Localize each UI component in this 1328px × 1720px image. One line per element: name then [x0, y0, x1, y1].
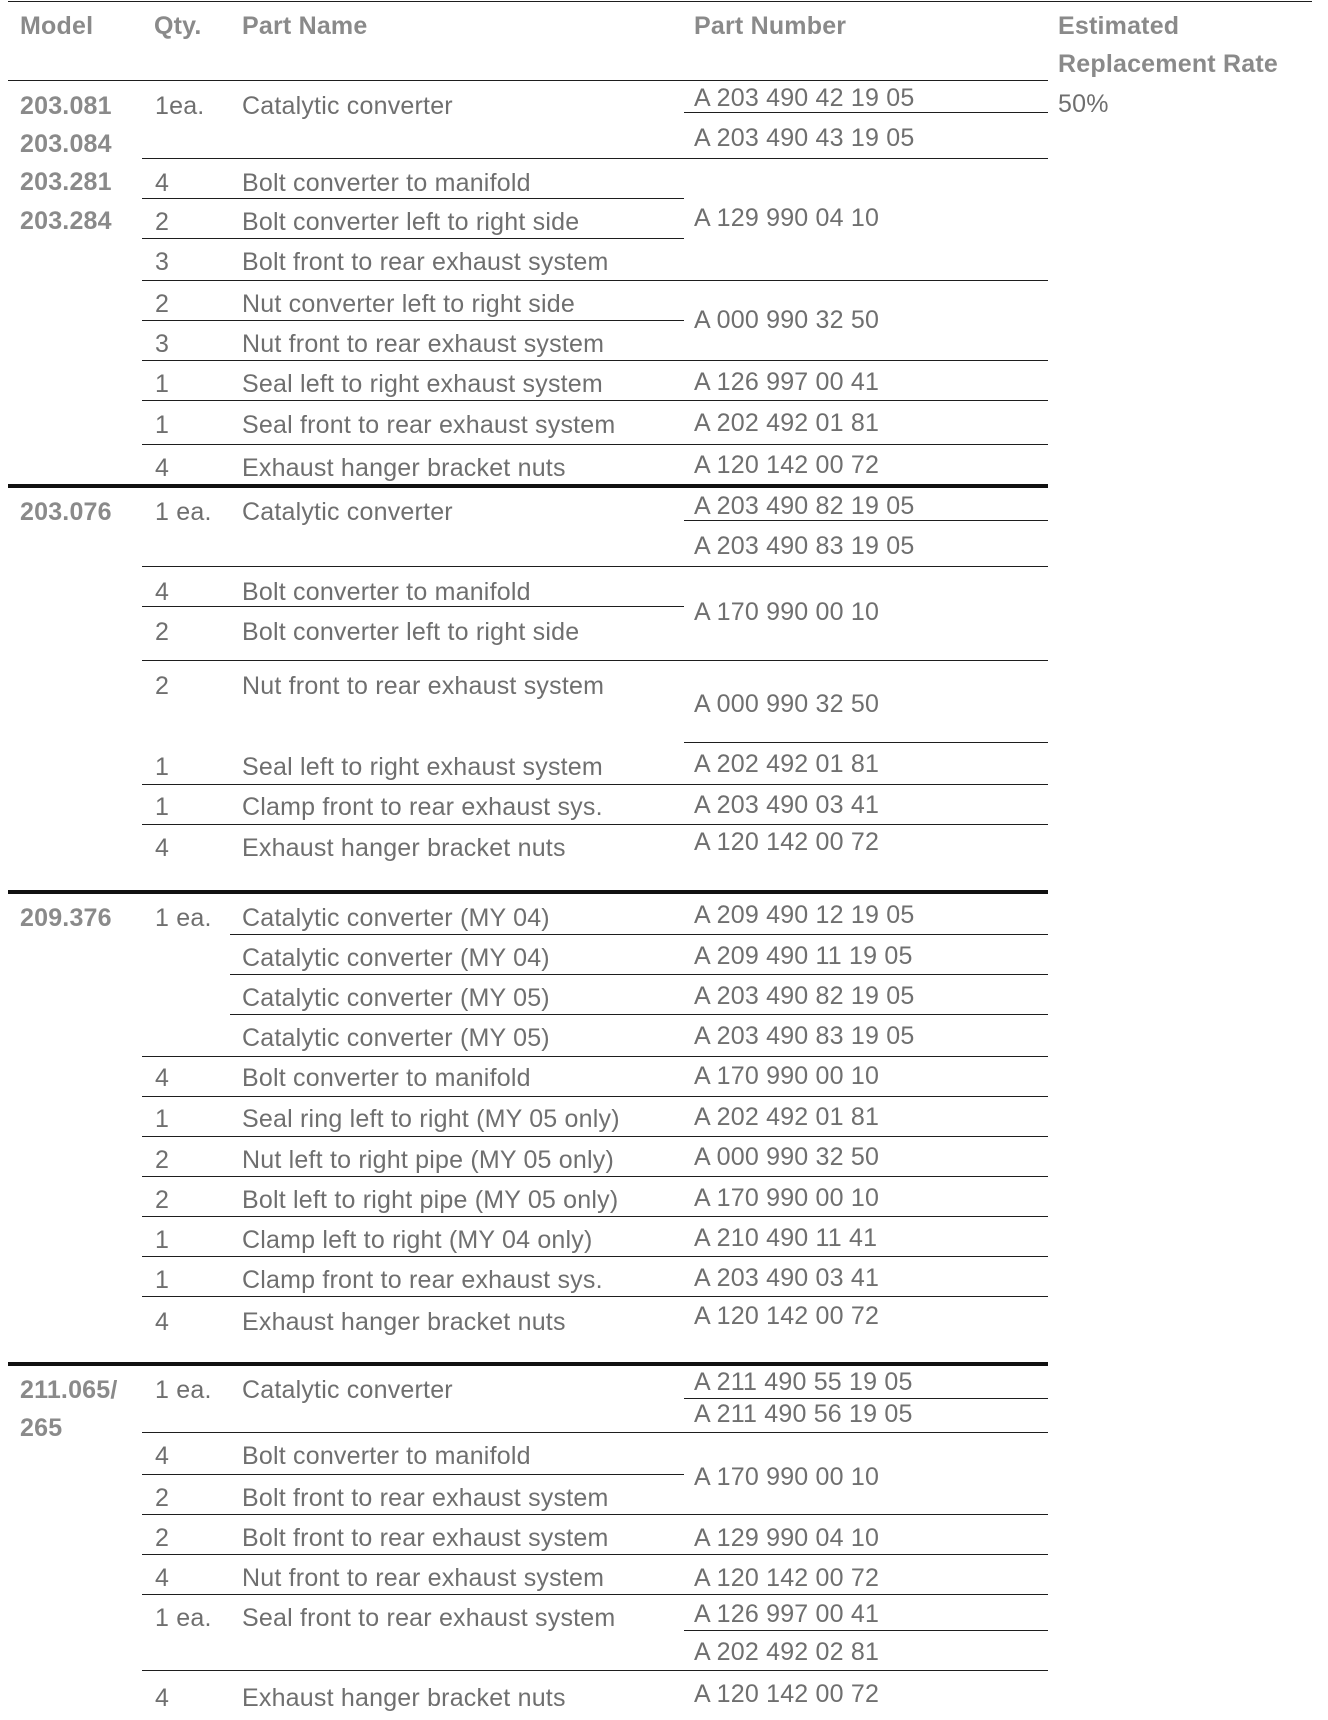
part-number-cell: A 210 490 11 41 — [694, 1224, 878, 1252]
header-rate-line2: Replacement Rate — [1058, 50, 1278, 78]
part-number-cell: A 203 490 83 19 05 — [694, 532, 915, 560]
part-name-cell: Bolt front to rear exhaust system — [242, 1524, 609, 1552]
part-number-cell: A 000 990 32 50 — [694, 306, 880, 334]
qty-cell: 4 — [155, 1442, 170, 1470]
part-number-cell: A 203 490 43 19 05 — [694, 124, 915, 152]
part-number-cell: A 126 997 00 41 — [694, 1600, 880, 1628]
part-number-cell: A 202 492 01 81 — [694, 750, 880, 778]
header-rule — [8, 80, 1048, 81]
qty-cell: 2 — [155, 290, 170, 318]
part-number-cell: A 000 990 32 50 — [694, 690, 880, 718]
part-number-cell: A 202 492 01 81 — [694, 1103, 880, 1131]
part-name-cell: Nut front to rear exhaust system — [242, 672, 605, 700]
qty-cell: 4 — [155, 454, 170, 482]
qty-cell: 2 — [155, 1484, 170, 1512]
part-name-cell: Catalytic converter — [242, 498, 453, 526]
qty-cell: 1 — [155, 411, 170, 439]
part-name-cell: Nut left to right pipe (MY 05 only) — [242, 1146, 614, 1174]
part-name-cell: Bolt left to right pipe (MY 05 only) — [242, 1186, 619, 1214]
qty-cell: 2 — [155, 208, 170, 236]
qty-cell: 1 — [155, 1105, 170, 1133]
qty-cell: 3 — [155, 330, 170, 358]
part-name-cell: Catalytic converter — [242, 92, 453, 120]
part-number-cell: A 202 492 01 81 — [694, 409, 880, 437]
part-name-cell: Bolt converter to manifold — [242, 169, 531, 197]
qty-cell: 4 — [155, 1308, 170, 1336]
header-model: Model — [20, 12, 94, 40]
qty-cell: 2 — [155, 1524, 170, 1552]
part-number-cell: A 170 990 00 10 — [694, 1463, 880, 1491]
qty-cell: 1 ea. — [155, 1376, 212, 1404]
part-name-cell: Bolt converter to manifold — [242, 1442, 531, 1470]
top-rule — [8, 1, 1312, 2]
part-number-cell: A 126 997 00 41 — [694, 368, 880, 396]
part-name-cell: Clamp left to right (MY 04 only) — [242, 1226, 593, 1254]
part-name-cell: Bolt converter to manifold — [242, 1064, 531, 1092]
part-number-cell: A 000 990 32 50 — [694, 1143, 880, 1171]
part-name-cell: Exhaust hanger bracket nuts — [242, 834, 566, 862]
part-name-cell: Catalytic converter (MY 05) — [242, 984, 550, 1012]
header-part-number: Part Number — [694, 12, 847, 40]
qty-cell: 1 — [155, 1266, 170, 1294]
part-name-cell: Seal left to right exhaust system — [242, 753, 603, 781]
part-number-cell: A 203 490 03 41 — [694, 1264, 880, 1292]
part-number-cell: A 203 490 82 19 05 — [694, 982, 915, 1010]
part-name-cell: Catalytic converter (MY 05) — [242, 1024, 550, 1052]
qty-cell: 2 — [155, 672, 170, 700]
model-number: 211.065/ — [20, 1376, 118, 1404]
part-number-cell: A 209 490 11 19 05 — [694, 942, 913, 970]
part-name-cell: Nut front to rear exhaust system — [242, 1564, 605, 1592]
part-number-cell: A 203 490 03 41 — [694, 791, 880, 819]
header-rate-line1: Estimated — [1058, 12, 1180, 40]
part-name-cell: Seal ring left to right (MY 05 only) — [242, 1105, 620, 1133]
part-name-cell: Bolt converter left to right side — [242, 208, 580, 236]
header-part-name: Part Name — [242, 12, 368, 40]
part-number-cell: A 120 142 00 72 — [694, 1564, 880, 1592]
model-number: 203.081 — [20, 92, 112, 120]
part-name-cell: Catalytic converter (MY 04) — [242, 944, 550, 972]
part-number-cell: A 211 490 56 19 05 — [694, 1400, 913, 1428]
part-name-cell: Bolt converter left to right side — [242, 618, 580, 646]
header-qty: Qty. — [154, 12, 202, 40]
part-name-cell: Exhaust hanger bracket nuts — [242, 454, 566, 482]
qty-cell: 1 — [155, 753, 170, 781]
part-name-cell: Catalytic converter (MY 04) — [242, 904, 550, 932]
qty-cell: 4 — [155, 1564, 170, 1592]
part-name-cell: Exhaust hanger bracket nuts — [242, 1684, 566, 1712]
part-name-cell: Exhaust hanger bracket nuts — [242, 1308, 566, 1336]
qty-cell: 4 — [155, 1064, 170, 1092]
part-name-cell: Nut front to rear exhaust system — [242, 330, 605, 358]
part-number-cell: A 120 142 00 72 — [694, 451, 880, 479]
part-number-cell: A 203 490 42 19 05 — [694, 84, 915, 112]
qty-cell: 1 ea. — [155, 1604, 212, 1632]
qty-cell: 3 — [155, 248, 170, 276]
part-number-cell: A 203 490 82 19 05 — [694, 492, 915, 520]
model-number: 203.284 — [20, 207, 112, 235]
part-name-cell: Bolt front to rear exhaust system — [242, 1484, 609, 1512]
replacement-rate: 50% — [1058, 90, 1109, 118]
part-number-cell: A 209 490 12 19 05 — [694, 901, 915, 929]
part-number-cell: A 170 990 00 10 — [694, 1062, 880, 1090]
part-name-cell: Catalytic converter — [242, 1376, 453, 1404]
model-number: 203.084 — [20, 130, 112, 158]
part-number-cell: A 120 142 00 72 — [694, 828, 880, 856]
part-number-cell: A 211 490 55 19 05 — [694, 1368, 913, 1396]
qty-cell: 4 — [155, 834, 170, 862]
qty-cell: 1 — [155, 793, 170, 821]
qty-cell: 4 — [155, 578, 170, 606]
part-number-cell: A 202 492 02 81 — [694, 1638, 880, 1666]
part-name-cell: Seal front to rear exhaust system — [242, 411, 616, 439]
part-number-cell: A 129 990 04 10 — [694, 204, 880, 232]
model-number: 203.076 — [20, 498, 112, 526]
part-number-cell: A 170 990 00 10 — [694, 1184, 880, 1212]
part-name-cell: Clamp front to rear exhaust sys. — [242, 793, 603, 821]
qty-cell: 1 — [155, 1226, 170, 1254]
model-number: 209.376 — [20, 904, 112, 932]
model-number: 203.281 — [20, 168, 112, 196]
qty-cell: 4 — [155, 169, 170, 197]
qty-cell: 4 — [155, 1684, 170, 1712]
qty-cell: 2 — [155, 1146, 170, 1174]
part-number-cell: A 120 142 00 72 — [694, 1302, 880, 1330]
qty-cell: 2 — [155, 618, 170, 646]
part-number-cell: A 170 990 00 10 — [694, 598, 880, 626]
part-number-cell: A 129 990 04 10 — [694, 1524, 880, 1552]
part-name-cell: Seal front to rear exhaust system — [242, 1604, 616, 1632]
part-name-cell: Bolt front to rear exhaust system — [242, 248, 609, 276]
part-number-cell: A 203 490 83 19 05 — [694, 1022, 915, 1050]
part-number-cell: A 120 142 00 72 — [694, 1680, 880, 1708]
part-name-cell: Seal left to right exhaust system — [242, 370, 603, 398]
qty-cell: 1 ea. — [155, 498, 212, 526]
model-number: 265 — [20, 1414, 63, 1442]
qty-cell: 1 — [155, 370, 170, 398]
part-name-cell: Clamp front to rear exhaust sys. — [242, 1266, 603, 1294]
part-name-cell: Bolt converter to manifold — [242, 578, 531, 606]
qty-cell: 1ea. — [155, 92, 205, 120]
qty-cell: 2 — [155, 1186, 170, 1214]
qty-cell: 1 ea. — [155, 904, 212, 932]
part-name-cell: Nut converter left to right side — [242, 290, 575, 318]
